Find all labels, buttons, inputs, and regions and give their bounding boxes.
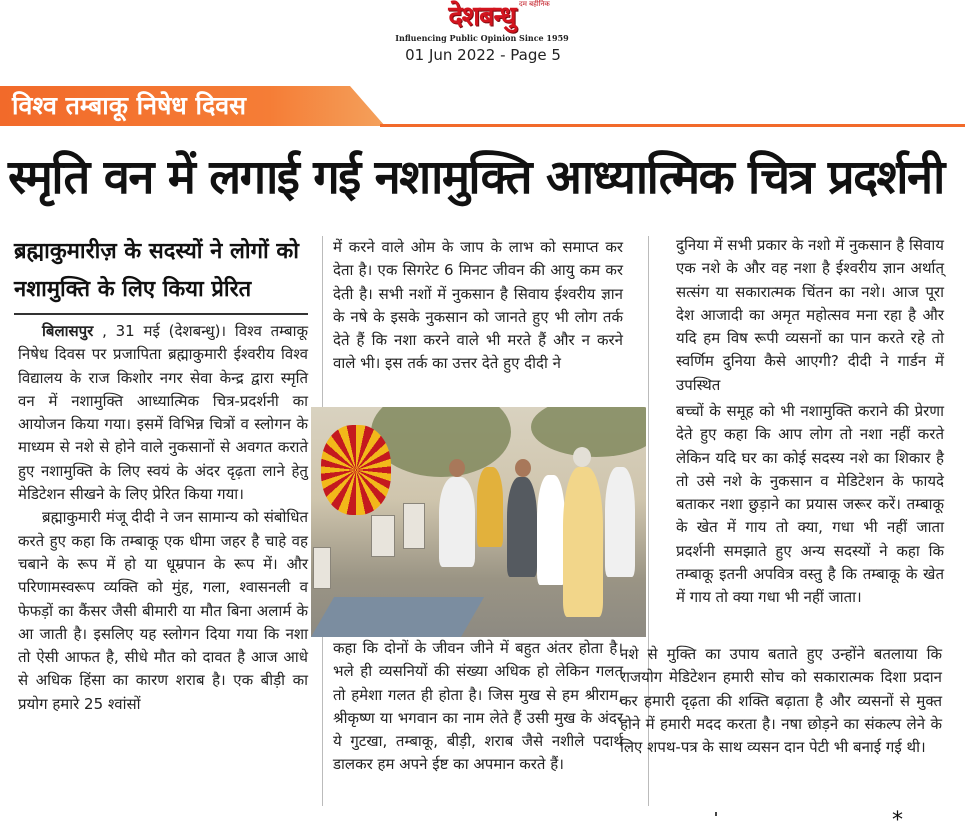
column-c-mid: बच्चों के समूह को भी नशामुक्ति कराने की प्रेरणा देते हुए कहा कि आप लोग तो नशा नहीं करते लेकिन यदि घर का कोई सदस्य नशे का शिकार है तो उसे नशे के नुकसान व मेडिटेशन के फायदे बताकर नशा छुड़ाने का प्रयास जरूर करें। तम्बाकू के खेत में गाय तो क्या, गधा भी नहीं जाता प्रदर्शनी समझाते हुए अन्य सदस्यों ने कहा कि तम्बाकू इतनी अपवित्र वस्तु है कि तम्बाकू के खेत में गाय तो क्या गधा भी नहीं जाता।: [676, 402, 944, 607]
article-subhead: ब्रह्माकुमारीज़ के सदस्यों ने लोगों को नशामुक्ति के लिए किया प्रेरित: [14, 239, 299, 302]
article-headline: स्मृति वन में लगाई गई नशामुक्ति आध्यात्मिक चित्र प्रदर्शनी: [8, 150, 944, 205]
column-b-bottom: कहा कि दोनों के जीवन जीने में बहुत अंतर होता है। भले ही व्यसनियों की संख्या अधिक हो लेकिन गलत तो हमेशा गलत ही होता है। जिस मुख से हम श्रीराम, श्रीकृष्ण या भगवान का नाम लेते हैं उसी मुख के अंदर ये गुटखा, तम्बाकू, बीड़ी, शराब जैसे नशीले पदार्थ डालकर हम अपने ईष्ट का अपमान करते हैं।: [333, 639, 623, 774]
column-a: [18, 320, 308, 716]
exhibition-photo[interactable]: [311, 407, 646, 637]
kicker-label: विश्व तम्बाकू निषेध दिवस: [12, 91, 247, 120]
newspaper-logo[interactable]: देशबन्धु: [448, 1, 516, 32]
end-mark: *: [892, 808, 903, 833]
masthead-tag: दम बहीनिक: [519, 0, 550, 8]
column-c-top: दुनिया में सभी प्रकार के नशो में नुकसान है सिवाय एक नशे के और वह नशा है ईश्वरीय ज्ञान अर्थात् सत्संग या सकारात्मक चिंतन का नशे। आज पूरा देश आजादी का अमृत महोत्सव मना रहा है और यदि हम विष रूपी व्यसनों का पान करते रहे तो स्वर्णिम दुनिया कैसे आएगी? दीदी ने गार्डन में उपस्थित: [676, 236, 944, 394]
column-b-top: में करने वाले ओम के जाप के लाभ को समाप्त कर देता है। एक सिगरेट 6 मिनट जीवन की आयु कम कर देती है। सभी नशों में नुकसान है सिवाय ईश्वरीय ज्ञान के नषे के इसके नुकसान को जानते हुए भी लोग तर्क देते हैं कि नशा करने वाले भी मरते हैं और न करने वाले भी। इस तर्क का उत्तर देते हुए दीदी ने: [333, 238, 623, 373]
sun-emblem-icon: [321, 425, 391, 515]
lead-paragraph: [18, 320, 308, 506]
column-c-bottom: नशे से मुक्ति का उपाय बताते हुए उन्होंने बतलाया कि राजयोग मेडिटेशन हमारी सोच को सकारात्मक दिशा प्रदान कर हमारी दृढ़ता की शक्ति बढ़ाता है और व्यसनों से मुक्त होने में हमारी मदद करता है। नषा छोड़ने का संकल्प लेने के लिए शपथ-पत्र के साथ व्यसन दान पेटी भी बनाई गई थी।: [620, 645, 942, 757]
newspaper-tagline: Influencing Public Opinion Since 1959: [395, 33, 569, 43]
stray-mark: [715, 812, 717, 816]
kicker-rule: [380, 124, 965, 127]
lead-text: , 31 मई (देशबन्धु)। विश्व तम्बाकू निषेध दिवस पर प्रजापिता ब्रह्माकुमारी ईश्वरीय विश्व विद्यालय के राज किशोर नगर सेवा केन्द्र द्वारा स्मृति वन में नशामुक्ति आध्यात्मिक चित्र-प्रदर्शनी का आयोजन किया गया। इसमें विभिन्न चित्रों व स्लोगन के माध्यम से नशे से होने वाले नुकसानों से अवगत कराते हुए नशामुक्ति के लिए स्वयं के अंदर दृढ़ता लाने हेतु मेडिटेशन सीखने के लिए प्रेरित किया गया।: [18, 322, 308, 504]
subhead-rule: [14, 313, 308, 315]
dateline: बिलासपुर: [42, 322, 94, 340]
paragraph-2: ब्रह्माकुमारी मंजू दीदी ने जन सामान्य को संबोधित करते हुए कहा कि तम्बाकू एक धीमा जहर है चाहे वह चबाने के रूप में हो या धूम्रपान के रूप में। और परिणामस्वरूप व्यक्ति को मुंह, गला, श्वासनली व फेफड़ों का कैंसर जैसी बीमारी या मौत बिना अलार्म के आ जाती है। इसलिए यह स्लोगन दिया गया कि नशा तो ऐसी आफत है, सीधे मौत को दावत है आज आधे से अधिक हिंसा का कारण शराब है। एक बीड़ी का प्रयोग हमारे 25 श्वांसों: [18, 508, 308, 713]
masthead: [0, 0, 965, 72]
issue-date-page: 01 Jun 2022 - Page 5: [405, 46, 561, 64]
